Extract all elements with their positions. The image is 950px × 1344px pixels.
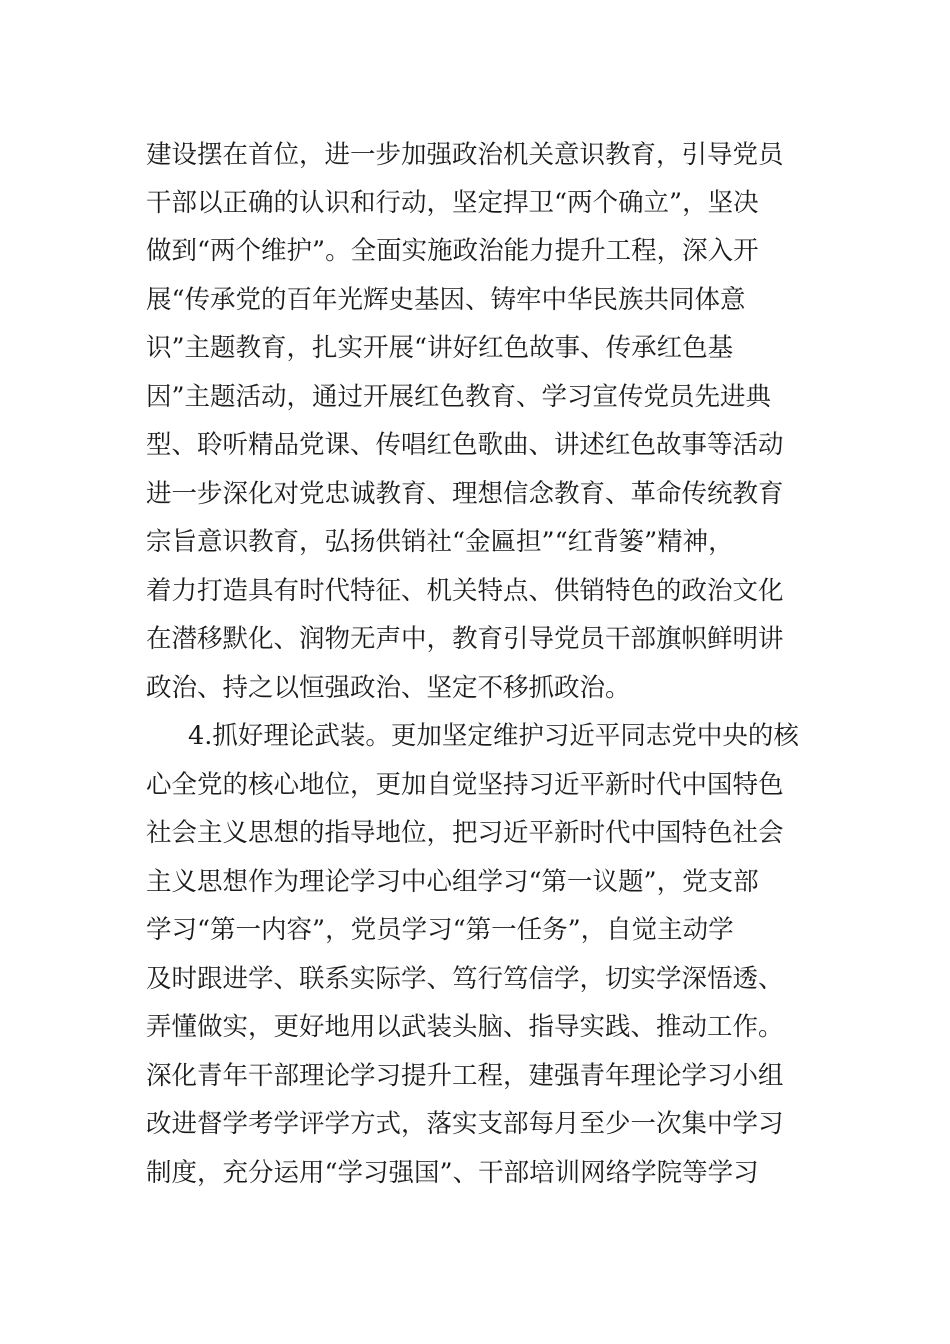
body-text-line: 社会主义思想的指导地位，把习近平新时代中国特色社会 <box>146 818 784 848</box>
body-text-line: 识”主题教育，扎实开展“讲好红色故事、传承红色基 <box>146 333 734 363</box>
body-text-line: 政治、持之以恒强政治、坚定不移抓政治。 <box>146 673 631 703</box>
body-text-line: 宗旨意识教育，弘扬供销社“金匾担”“红背篓”精神， <box>146 527 734 557</box>
body-text-line: 心全党的核心地位，更加自觉坚持习近平新时代中国特色 <box>146 770 784 800</box>
body-text-line: 主义思想作为理论学习中心组学习“第一议题”，党支部 <box>146 867 759 897</box>
body-text-line: 及时跟进学、联系实际学、笃行笃信学，切实学深悟透、 <box>146 964 784 994</box>
body-text-line: 制度，充分运用“学习强国”、干部培训网络学院等学习 <box>146 1158 759 1188</box>
body-text-line: 型、聆听精品党课、传唱红色歌曲、讲述红色故事等活动 <box>146 430 784 460</box>
body-text-line: 进一步深化对党忠诚教育、理想信念教育、革命传统教育 <box>146 479 784 509</box>
body-text-line: 干部以正确的认识和行动，坚定捍卫“两个确立”，坚决 <box>146 188 759 218</box>
section-heading-line: 4.抓好理论武装。更加坚定维护习近平同志党中央的核 <box>188 721 799 751</box>
body-text-line: 做到“两个维护”。全面实施政治能力提升工程，深入开 <box>146 236 759 266</box>
body-text-line: 改进督学考学评学方式，落实支部每月至少一次集中学习 <box>146 1109 784 1139</box>
body-text-line: 深化青年干部理论学习提升工程，建强青年理论学习小组 <box>146 1061 784 1091</box>
body-text-line: 因”主题活动，通过开展红色教育、学习宣传党员先进典 <box>146 382 772 412</box>
body-text-line: 弄懂做实，更好地用以武装头脑、指导实践、推动工作。 <box>146 1012 784 1042</box>
body-text-line: 在潜移默化、润物无声中，教育引导党员干部旗帜鲜明讲 <box>146 624 784 654</box>
body-text-line: 展“传承党的百年光辉史基因、铸牢中华民族共同体意 <box>146 285 746 315</box>
body-text-line: 学习“第一内容”，党员学习“第一任务”，自觉主动学 <box>146 915 734 945</box>
body-text-line: 建设摆在首位，进一步加强政治机关意识教育，引导党员 <box>146 140 784 170</box>
body-text-line: 着力打造具有时代特征、机关特点、供销特色的政治文化 <box>146 576 784 606</box>
